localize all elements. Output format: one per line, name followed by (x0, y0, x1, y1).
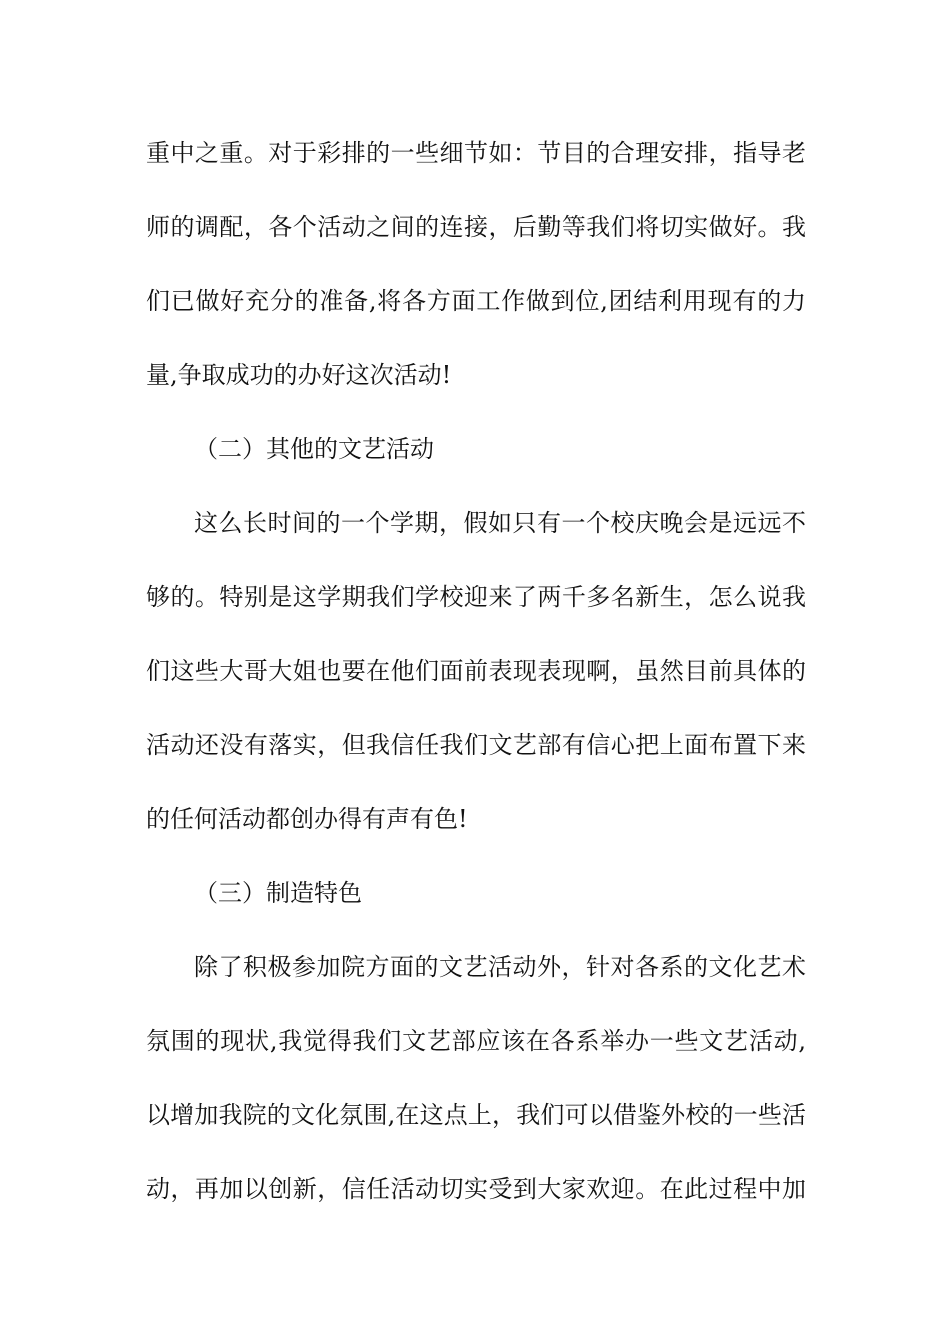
paragraph-2-line-3: 们这些大哥大姐也要在他们面前表现表现啊，虽然目前具体的 (146, 657, 806, 685)
paragraph-3-line-3: 以增加我院的文化氛围,在这点上，我们可以借鉴外校的一些活 (146, 1101, 806, 1129)
paragraph-2-line-2: 够的。特别是这学期我们学校迎来了两千多名新生，怎么说我 (146, 583, 806, 611)
paragraph-3-line-2: 氛围的现状,我觉得我们文艺部应该在各系举办一些文艺活动, (146, 1027, 806, 1055)
paragraph-1-line-2: 师的调配，各个活动之间的连接，后勤等我们将切实做好。我 (146, 213, 806, 241)
paragraph-1-line-1: 重中之重。对于彩排的一些细节如：节目的合理安排，指导老 (146, 139, 806, 167)
paragraph-1-line-4: 量,争取成功的办好这次活动! (146, 361, 452, 389)
paragraph-2-line-5: 的任何活动都创办得有声有色! (146, 805, 468, 833)
paragraph-3-line-4: 动，再加以创新，信任活动切实受到大家欢迎。在此过程中加 (146, 1175, 806, 1203)
paragraph-1-line-3: 们已做好充分的准备,将各方面工作做到位,团结利用现有的力 (146, 287, 806, 315)
paragraph-3-line-1: 除了积极参加院方面的文艺活动外，针对各系的文化艺术 (194, 953, 806, 981)
paragraph-2-line-1: 这么长时间的一个学期，假如只有一个校庆晚会是远远不 (194, 509, 806, 537)
section-heading-2: （二）其他的文艺活动 (194, 435, 434, 463)
section-heading-3: （三）制造特色 (194, 879, 362, 907)
paragraph-2-line-4: 活动还没有落实，但我信任我们文艺部有信心把上面布置下来 (146, 731, 806, 759)
